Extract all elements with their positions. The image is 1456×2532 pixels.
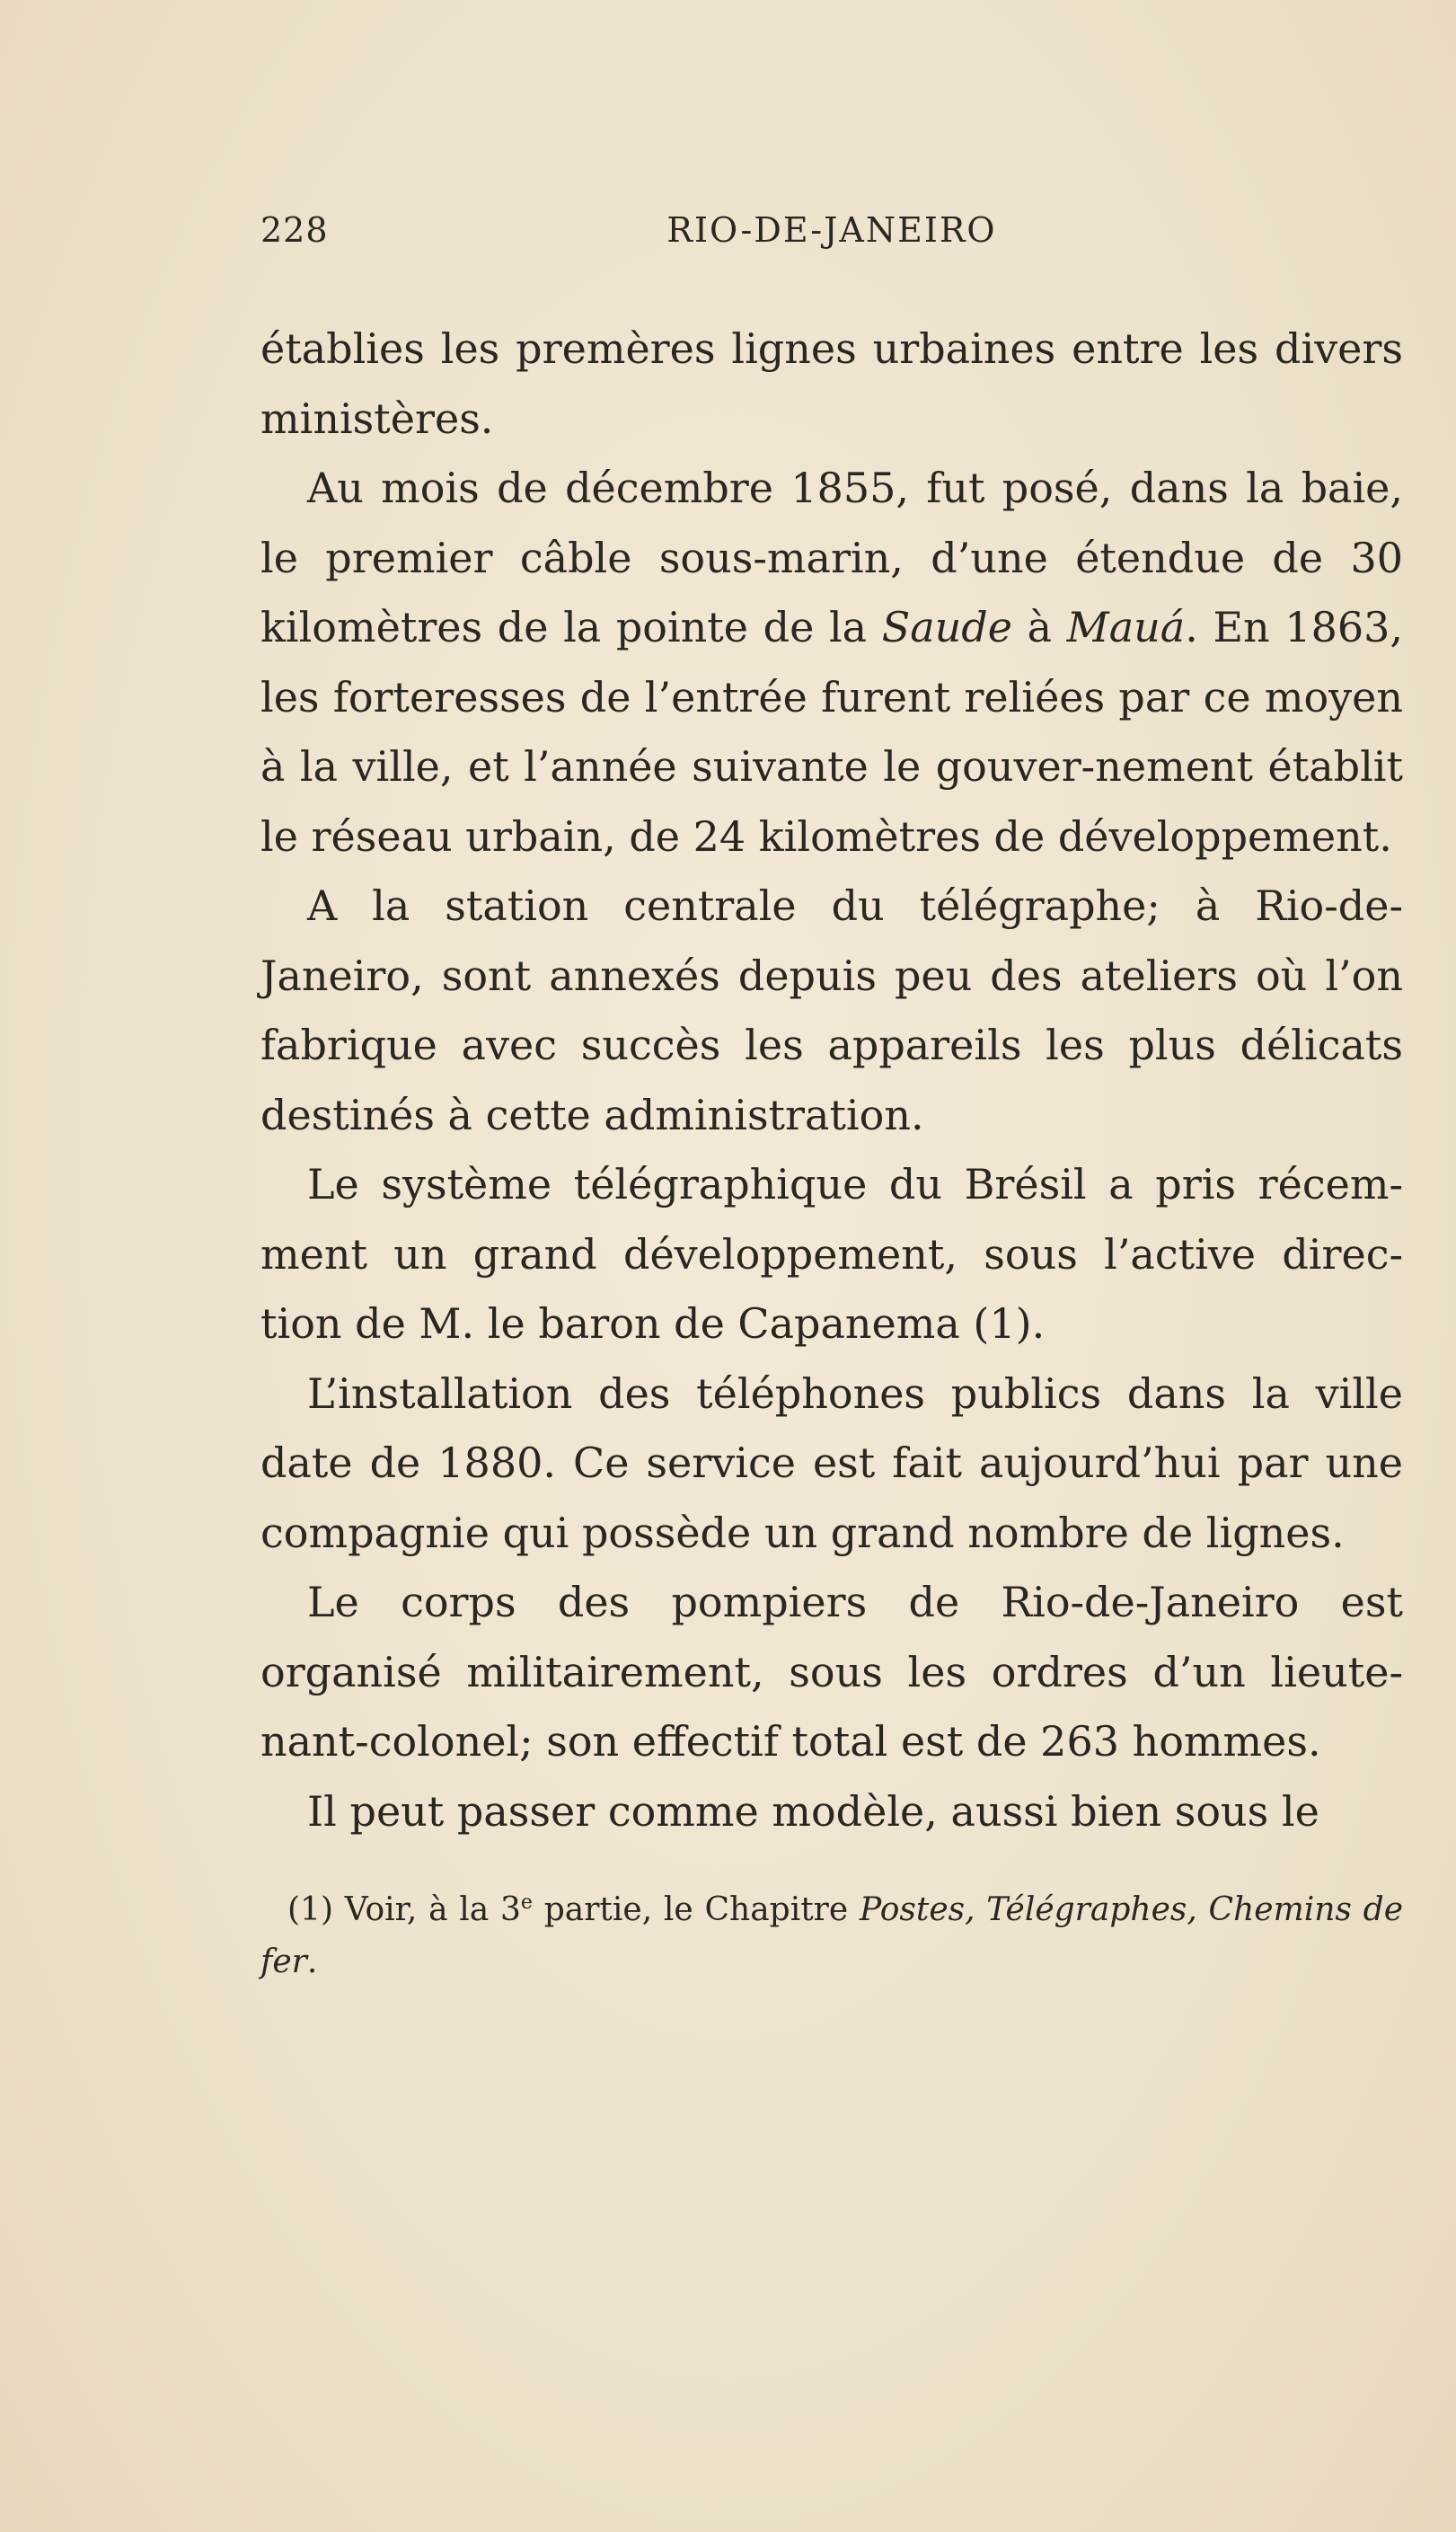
- footnote-chapter-title: Postes, Télégraphes, Chemins de fer: [260, 1891, 1404, 1980]
- footnote-text: Voir, à la 3: [333, 1891, 521, 1928]
- text-block: [260, 203, 1403, 1988]
- paragraph: [260, 314, 1403, 454]
- paragraph: [260, 872, 1403, 1150]
- paragraph: [260, 1777, 1403, 1847]
- paragraph: [260, 454, 1403, 872]
- body-text: [260, 314, 1403, 1846]
- paragraph: [260, 1150, 1403, 1359]
- page-header: [260, 203, 1403, 261]
- footnote: [260, 1884, 1403, 1988]
- paragraph: [260, 1568, 1403, 1777]
- paragraph-text: à: [1011, 603, 1067, 651]
- footnote-text: partie, le Chapitre: [532, 1891, 860, 1928]
- paragraph-text: Le corps des pompiers de Rio-de-Janeiro est organisé militairement, sous les ordres d’un lieute-nant-colonel; son effectif total est de 263 hommes.: [260, 1578, 1403, 1766]
- footnote-marker: (1): [287, 1891, 333, 1928]
- paragraph-text: . En 1863, les forteresses de l’entrée furent reliées par ce moyen à la ville, et l’année suivante le gouver-nement établit le réseau urbain, de 24 kilomètres de développement.: [260, 603, 1403, 861]
- place-name-maua: Mauá: [1066, 603, 1186, 651]
- place-name-saude: Saude: [881, 603, 1012, 651]
- paragraph-text: L’installation des téléphones publics dans la ville date de 1880. Ce service est fait aujourd’hui par une compagnie qui possède un grand nombre de lignes.: [260, 1368, 1403, 1557]
- paragraph-text: A la station centrale du télégraphe; à Rio-de-Janeiro, sont annexés depuis peu des ateliers où l’on fabrique avec succès les appareils les plus délicats destinés à cette administration.: [260, 881, 1403, 1139]
- paragraph-text: Il peut passer comme modèle, aussi bien sous le: [307, 1786, 1319, 1836]
- paragraph-text: Au mois de décembre 1855, fut posé, dans la baie, le premier câble sous-marin, d’une étendue de 30 kilomètres de la pointe de la: [260, 464, 1403, 651]
- footnote-superscript: e: [520, 1891, 533, 1914]
- page-number: 228: [260, 210, 329, 250]
- footnote-text: .: [306, 1943, 318, 1980]
- paragraph-text: établies les premères lignes urbaines entre les divers ministères.: [260, 324, 1403, 443]
- running-title: RIO-DE-JANEIRO: [666, 210, 997, 250]
- paragraph-text: Le système télégraphique du Brésil a pris récem-ment un grand développement, sous l’active direc-tion de M. le baron de Capanema (1).: [260, 1160, 1403, 1348]
- paragraph: [260, 1359, 1403, 1569]
